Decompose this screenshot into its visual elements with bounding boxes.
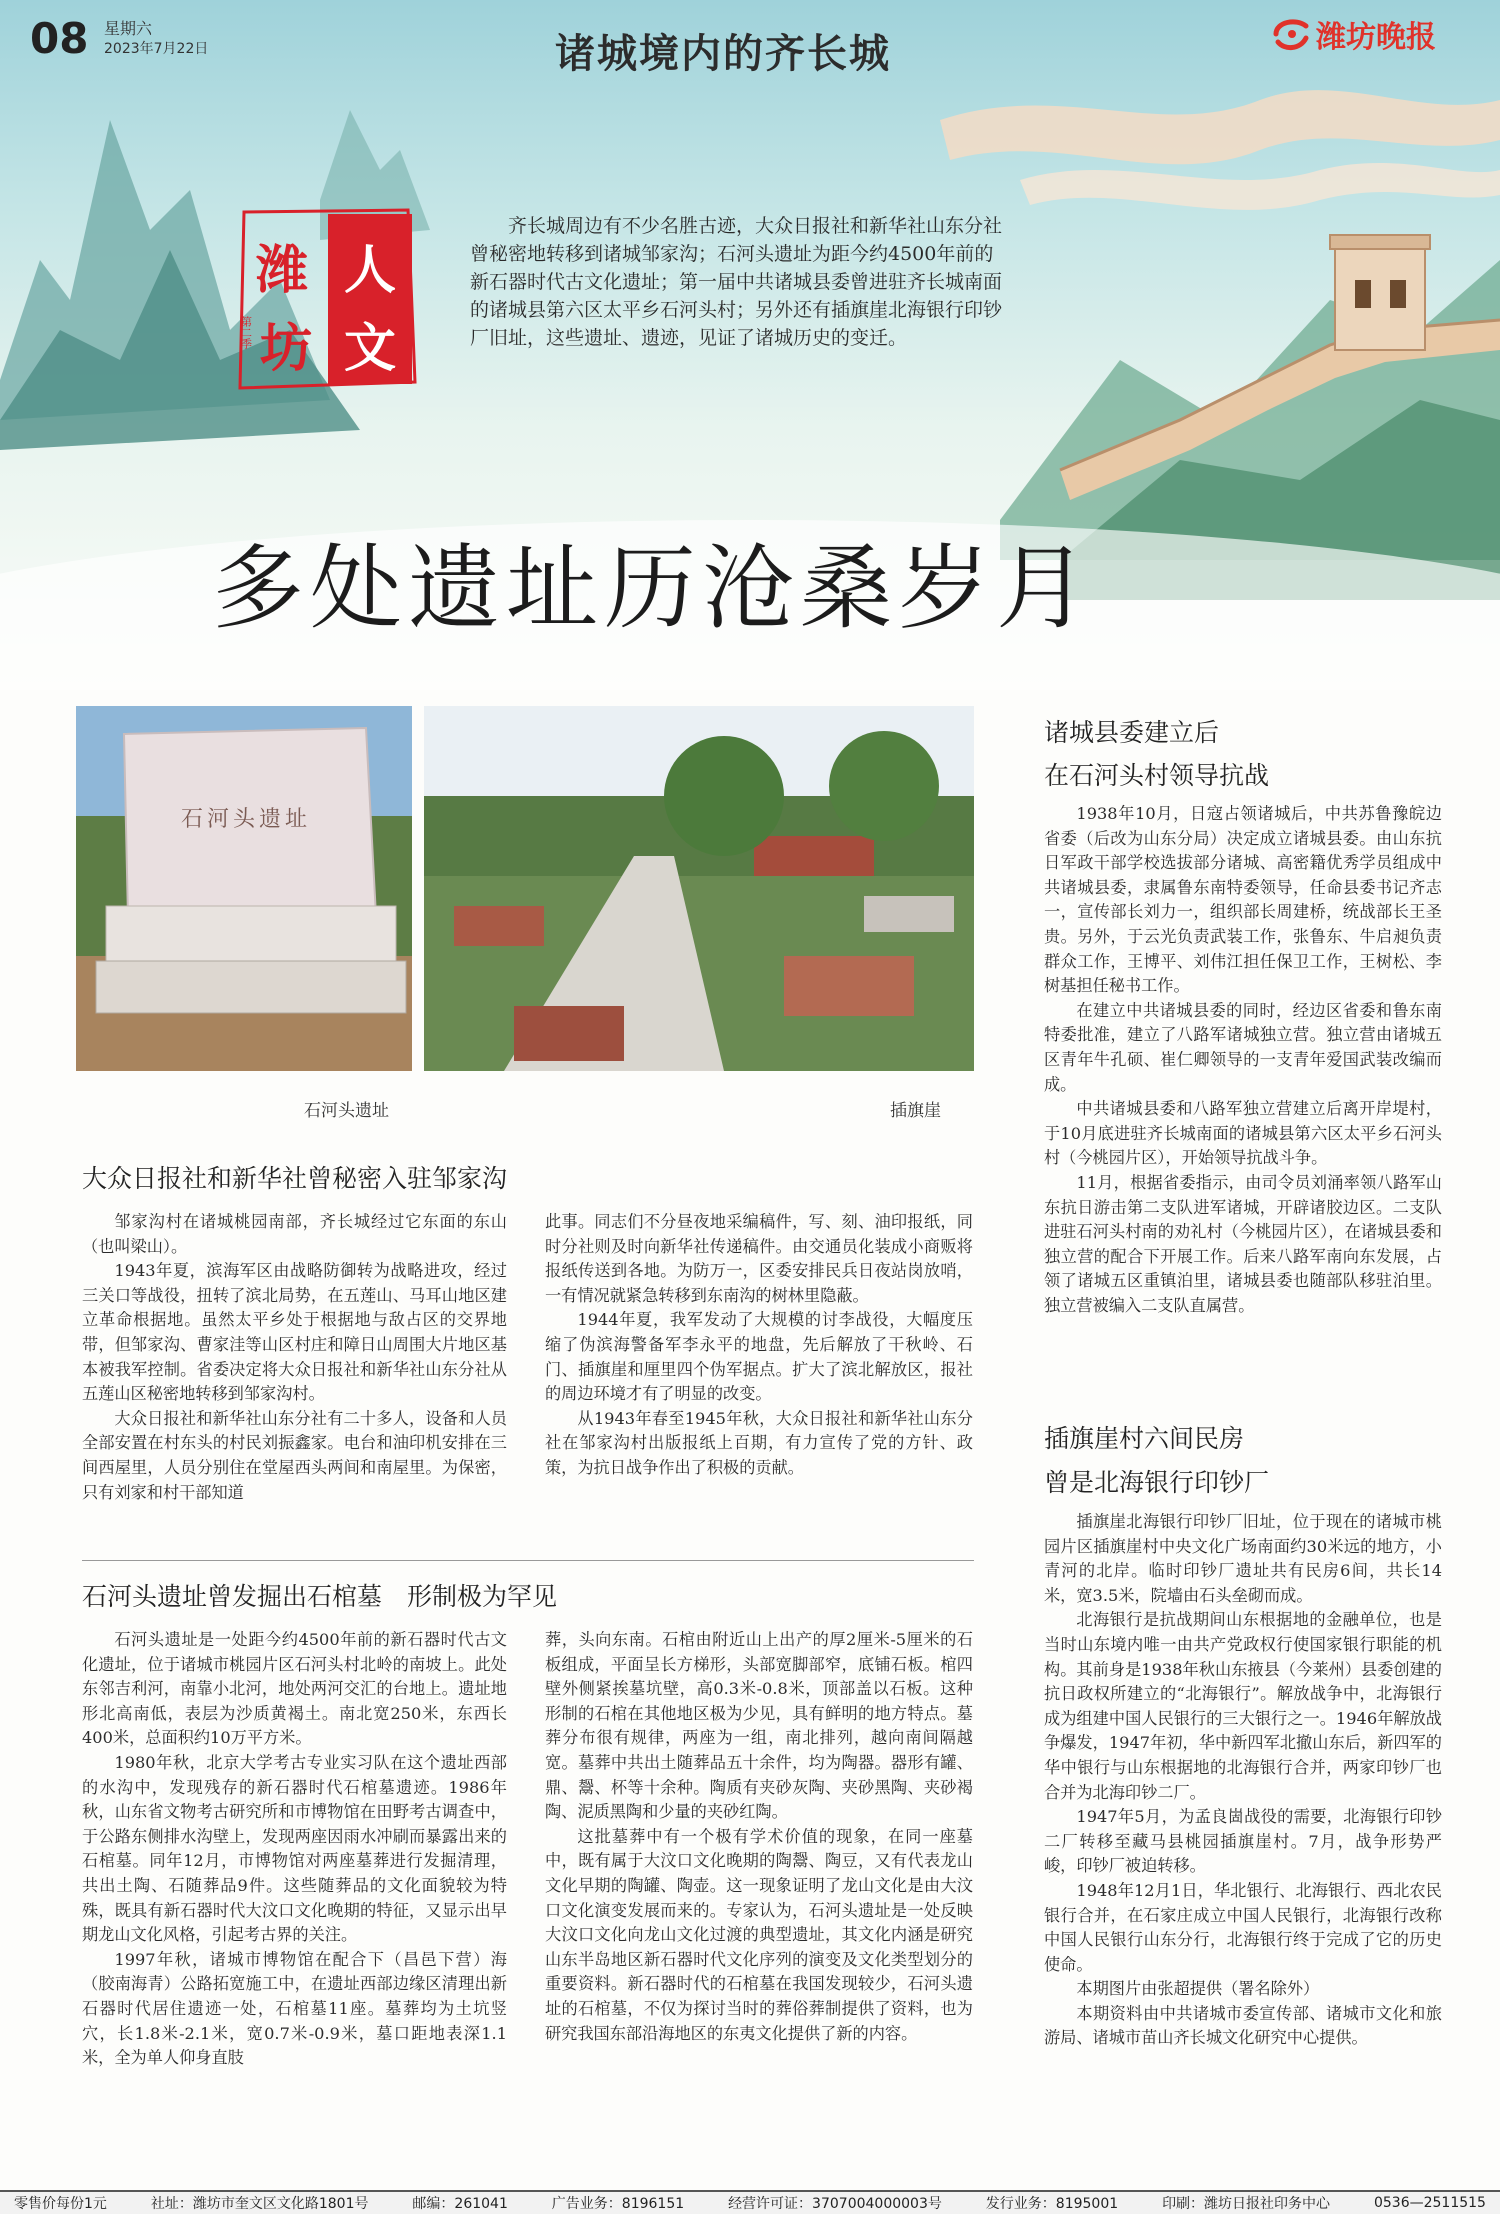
page-number: 08 xyxy=(30,14,89,63)
paragraph: 这批墓葬中有一个极有学术价值的现象，在同一座墓中，既有属于大汶口文化晚期的陶鬶、陶豆，又有代表龙山文化早期的陶罐、陶壶。这一现象证明了龙山文化是由大汶口文化演变发展而来的。专家认为，石河头遗址是一处反映大汶口文化向龙山文化过渡的典型遗址，其文化内涵是研究山东半岛地区新石器时代文化序列的演变及文化类型划分的重要资料。新石器时代的石棺墓在我国发现较少，石河头遗址的石棺墓，不仅为探讨当时的葬俗葬制提供了资料，也为研究我国东部沿海地区的东夷文化提供了新的内容。 xyxy=(545,1826,973,2043)
intro-text: 齐长城周边有不少名胜古迹，大众日报社和新华社山东分社曾秘密地转移到诸城邹家沟；石河头遗址为距今约4500年前的新石器时代古文化遗址；第一届中共诸城县委曾进驻齐长城南面的诸城县第六区太平乡石河头村；另外还有插旗崖北海银行印钞厂旧址，这些遗址、遗迹，见证了诸城历史的变迁。 xyxy=(470,215,1003,349)
divider xyxy=(82,1560,974,1561)
paragraph: 11月，根据省委指示，由司令员刘涌率领八路军山东抗日游击第二支队进军诸城，开辟诸胶边区。二支队进驻石河头村南的劝礼村（今桃园片区），在诸城县委和独立营的配合下开展工作。后来八路军南向东发展，占领了诸城五区重镇泊里，诸城县委也随部队移驻泊里。独立营被编入二支队直属营。 xyxy=(1044,1172,1442,1315)
paragraph: 在建立中共诸城县委的同时，经边区省委和鲁东南特委批准，建立了八路军诸城独立营。独立营由诸城五区青年牛孔硕、崔仁卿领导的一支青年爱国武装改编而成。 xyxy=(1044,1000,1442,1094)
footer-postcode: 邮编：261041 xyxy=(412,2196,508,2212)
seal-char-1: 潍 xyxy=(255,240,309,301)
page-footer xyxy=(0,2190,1500,2214)
paragraph: 1980年秋，北京大学考古专业实习队在这个遗址西部的水沟中，发现残存的新石器时代石棺墓遗迹。1986年秋，山东省文物考古研究所和市博物馆在田野考古调查中，于公路东侧排水沟壁上，发现两座因雨水冲刷而暴露出来的石棺墓。同年12月，市博物馆对两座墓葬进行发掘清理，共出土陶、石随葬品9件。这些随葬品的文化面貌较为特殊，既具有新石器时代大汶口文化晚期的特征，又显示出早期龙山文化风格，引起考古界的关注。 xyxy=(82,1752,507,1945)
seal-char-2: 坊 xyxy=(259,318,313,379)
footer-price: 零售价每份1元 xyxy=(14,2196,107,2212)
main-headline: 多处遗址历沧桑岁月 xyxy=(212,535,1095,642)
paragraph: 中共诸城县委和八路军独立营建立后离开岸堤村，于10月底进驻齐长城南面的诸城县第六区太平乡石河头村（今桃园片区），开始领导抗战斗争。 xyxy=(1044,1099,1442,1168)
paragraph: 邹家沟村在诸城桃园南部，齐长城经过它东面的东山（也叫梁山）。 xyxy=(82,1212,507,1256)
footer-license: 经营许可证：3707004000003号 xyxy=(728,2196,942,2212)
seal-char-4: 文 xyxy=(343,318,397,379)
article3-title-line2: 在石河头村领导抗战 xyxy=(1044,761,1270,790)
paragraph: 此事。同志们不分昼夜地采编稿件，写、刻、油印报纸，同时分社则及时向新华社传递稿件。由交通员化装成小商贩将报纸传送到各地。为防万一，区委安排民兵日夜站岗放哨，一有情况就紧急转移到东南沟的树林里隐蔽。 xyxy=(545,1212,973,1305)
seal-season: 第二季 xyxy=(239,316,253,349)
paragraph: 1944年夏，我军发动了大规模的讨李战役，大幅度压缩了伪滨海警备军李永平的地盘，先后解放了干秋岭、石门、插旗崖和厘里四个伪军据点。扩大了滨北解放区，报社的周边环境才有了明显的改变。 xyxy=(545,1310,973,1404)
article2-col2 xyxy=(545,1628,973,2146)
paragraph: 1997年秋，诸城市博物馆在配合下（昌邑下营）海（胶南海青）公路拓宽施工中，在遗址西部边缘区清理出新石器时代居住遗迹一处，石棺墓11座。墓葬均为土坑竖穴，长1.8米-2.1米，宽0.7米-0.9米，墓口距地表深1.1米，全为单人仰身直肢 xyxy=(82,1949,507,2068)
article2-col1 xyxy=(82,1628,507,2146)
footer-phone: 0536—2511515 xyxy=(1373,2195,1486,2211)
article4-body xyxy=(1044,1510,1442,2170)
article4-title-line2: 曾是北海银行印钞厂 xyxy=(1044,1468,1270,1497)
paragraph: 石河头遗址是一处距今约4500年前的新石器时代古文化遗址，位于诸城市桃园片区石河头村北岭的南坡上。此处东邻吉利河，南靠小北河，地处两河交汇的台地上。遗址地形北高南低，表层为沙质黄褐土。南北宽250米，东西长400米，总面积约10万平方米。 xyxy=(82,1630,507,1748)
footer-address: 社址：潍坊市奎文区文化路1801号 xyxy=(150,2196,369,2212)
paragraph: 从1943年春至1945年秋，大众日报社和新华社山东分社在邹家沟村出版报纸上百期，有力宣传了党的方针、政策，为抗日战争作出了积极的贡献。 xyxy=(545,1408,973,1477)
photo-shihetou-site xyxy=(76,706,412,1071)
article3-title-line1: 诸城县委建立后 xyxy=(1044,718,1220,747)
brand-logo-icon xyxy=(1270,16,1312,52)
source-credit: 本期资料由中共诸城市委宣传部、诸城市文化和旅游局、诸城市苗山齐长城文化研究中心提供。 xyxy=(1044,2003,1442,2048)
paragraph: 1938年10月，日寇占领诸城后，中共苏鲁豫皖边省委（后改为山东分局）决定成立诸城县委。由山东抗日军政干部学校选拔部分诸城、高密籍优秀学员组成中共诸城县委，隶属鲁东南特委领导，任命县委书记齐志一，宣传部长刘力一，组织部长周建桥，统战部长王圣贵。另外，于云光负责武装工作，张鲁东、牛启昶负责群众工作，王博平、刘伟江担任保卫工作，王树松、李树基担任秘书工作。 xyxy=(1044,804,1442,996)
paragraph: 1947年5月，为孟良崮战役的需要，北海银行印钞二厂转移至藏马县桃园插旗崖村。7月，战争形势严峻，印钞厂被迫转移。 xyxy=(1044,1807,1442,1876)
paragraph: 葬，头向东南。石棺由附近山上出产的厚2厘米-5厘米的石板组成，平面呈长方梯形，头部宽脚部窄，底铺石板。棺四壁外侧紧挨墓坑壁，高0.3米-0.8米，顶部盖以石板。这种形制的石棺在其他地区极为少见，具有鲜明的地方特点。墓葬分布很有规律，两座为一组，南北排列，越向南间隔越宽。墓葬中共出土随葬品五十余件，均为陶器。器形有罐、鼎、鬶、杯等十余种。陶质有夹砂灰陶、夹砂黑陶、夹砂褐陶、泥质黑陶和少量的夹砂红陶。 xyxy=(545,1630,973,1822)
photo-chaqiya-village xyxy=(424,706,974,1071)
paragraph: 插旗崖北海银行印钞厂旧址，位于现在的诸城市桃园片区插旗崖村中央文化广场南面约30米远的地方，小青河的北岸。临时印钞厂遗址共有民房6间，共长14米，宽3.5米，院墙由石头垒砌而成。 xyxy=(1044,1512,1442,1605)
paragraph: 北海银行是抗战期间山东根据地的金融单位，也是当时山东境内唯一由共产党政权行使国家银行职能的机构。其前身是1938年秋山东掖县（今莱州）县委创建的抗日政权所建立的“北海银行”。解放战争中，北海银行成为组建中国人民银行的三大银行之一。1946年解放战争爆发，1947年初，华中新四军北撤山东后，新四军的华中银行与山东根据地的北海银行合并，两家印钞厂也合并为北海印钞二厂。 xyxy=(1044,1610,1442,1802)
weekday: 星期六 xyxy=(104,19,153,38)
article1-col1 xyxy=(82,1210,507,1540)
stele-inscription: 石河头遗址 xyxy=(180,807,312,832)
article3-body xyxy=(1044,802,1442,1410)
brand-name: 潍坊晚报 xyxy=(1316,20,1436,55)
footer-ad: 广告业务：8196151 xyxy=(551,2196,685,2212)
masthead-brand xyxy=(1270,14,1436,54)
article1-col2 xyxy=(545,1210,973,1540)
paragraph: 1948年12月1日，华北银行、北海银行、西北农民银行合并，在石家庄成立中国人民银行，北海银行改称中国人民银行山东分行，北海银行终于完成了它的历史使命。 xyxy=(1044,1880,1442,1974)
photo-caption-left: 石河头遗址 xyxy=(304,1101,389,1121)
footer-distribution: 发行业务：8195001 xyxy=(985,2196,1119,2212)
paragraph: 1943年夏，滨海军区由战略防御转为战略进攻，经过三关口等战役，扭转了滨北局势，在五莲山、马耳山地区建立革命根据地。虽然太平乡处于根据地与敌占区的交界地带，但邹家沟、曹家洼等山区村庄和障日山周围大片地区基本被我军控制。省委决定将大众日报社和新华社山东分社从五莲山区秘密地转移到邹家沟村。 xyxy=(82,1261,507,1404)
article1-title: 大众日报社和新华社曾秘密入驻邹家沟 xyxy=(82,1164,508,1193)
article2-title: 石河头遗址曾发掘出石棺墓 形制极为罕见 xyxy=(82,1582,558,1611)
seal-char-3: 人 xyxy=(343,240,397,301)
column-seal-logo xyxy=(232,206,420,392)
photo-credit: 本期图片由张超提供（署名除外） xyxy=(1076,1979,1320,1999)
issue-date: 2023年7月22日 xyxy=(104,41,209,57)
photo-caption-right: 插旗崖 xyxy=(890,1101,941,1121)
article4-title-line1: 插旗崖村六间民房 xyxy=(1044,1424,1245,1453)
paragraph: 大众日报社和新华社山东分社有二十多人，设备和人员全部安置在村东头的村民刘振鑫家。电台和油印机安排在三间西屋里，人员分别住在堂屋西头两间和南屋里。为保密，只有刘家和村干部知道 xyxy=(82,1408,507,1502)
footer-printer: 印刷：潍坊日报社印务中心 xyxy=(1162,2196,1331,2212)
section-title: 诸城境内的齐长城 xyxy=(555,31,891,77)
